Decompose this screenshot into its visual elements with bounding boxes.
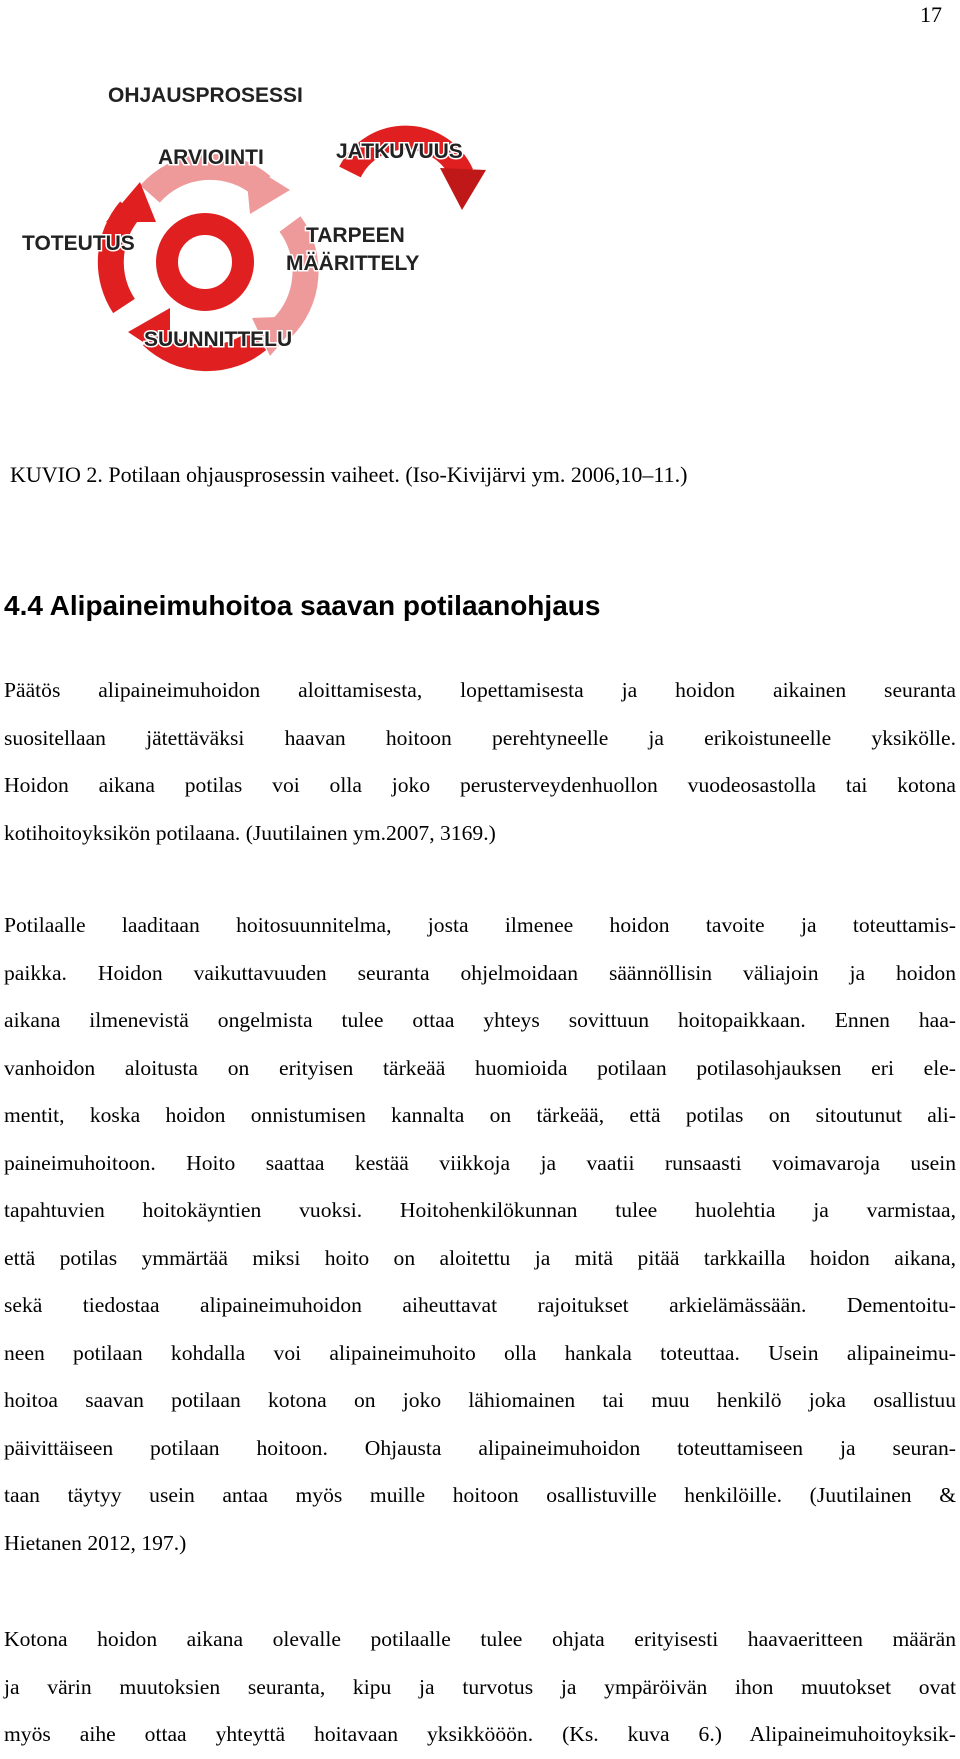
center-ring	[167, 224, 243, 300]
page-number: 17	[920, 2, 942, 27]
text-line: Hietanen 2012, 197.)	[4, 1530, 187, 1555]
figure-title: OHJAUSPROSESSI	[108, 84, 303, 107]
section-heading: 4.4 Alipaineimuhoitoa saavan potilaanohjaus	[4, 590, 601, 621]
text-line: Hoidon aikana potilas voi olla joko perusterveydenhuollon vuodeosastolla tai kotona	[4, 773, 956, 797]
text-line: taan täytyy usein antaa myös muille hoitoon osallistuville henkilöille. (Juutilainen &	[4, 1483, 956, 1507]
text-line: paineimuhoitoon. Hoito saattaa kestää viikkoja ja vaatii runsaasti voimavaroja usein	[4, 1150, 956, 1175]
label-jatkuvuus: JATKUVUUS	[336, 140, 463, 163]
text-line: päivittäiseen potilaan hoitoon. Ohjausta alipaineimuhoidon toteuttamiseen ja seuran-	[4, 1435, 956, 1460]
text-line: vanhoidon aloitusta on erityisen tärkeää huomioida potilaan potilasohjauksen eri ele-	[4, 1055, 956, 1080]
text-line: mentit, koska hoidon onnistumisen kannalta on tärkeää, että potilas on sitoutunut ali-	[4, 1103, 956, 1127]
text-line: Kotona hoidon aikana olevalle potilaalle tulee ohjata erityisesti haavaeritteen määrän	[4, 1627, 956, 1651]
text-line: että potilas ymmärtää miksi hoito on aloitettu ja mitä pitää tarkkailla hoidon aikana,	[4, 1245, 956, 1270]
label-suunnittelu: SUUNNITTELU	[144, 328, 293, 351]
label-maarittely: MÄÄRITTELY	[286, 252, 420, 275]
paragraph-1	[4, 667, 956, 857]
text-line: paikka. Hoidon vaikuttavuuden seuranta ohjelmoidaan säännöllisin väliajoin ja hoidon	[4, 960, 956, 985]
text-line: Päätös alipaineimuhoidon aloittamisesta, lopettamisesta ja hoidon aikainen seuranta	[4, 678, 956, 702]
paragraph-2	[4, 902, 956, 1567]
text-line: myös aihe ottaa yhteyttä hoitavaan yksikkööön. (Ks. kuva 6.) Alipaineimuhoitoyksik-	[4, 1722, 956, 1746]
text-line: sekä tiedostaa alipaineimuhoidon aiheuttavat rajoitukset arkielämässään. Dementoitu-	[4, 1293, 956, 1317]
ohjausprosessi-figure	[0, 82, 490, 402]
text-line: suositellaan jätettäväksi haavan hoitoon perehtyneelle ja erikoistuneelle yksikölle.	[4, 725, 956, 750]
text-line: kotihoitoyksikön potilaana. (Juutilainen ym.2007, 3169.)	[4, 820, 496, 845]
label-toteutus: TOTEUTUS	[22, 232, 135, 255]
label-arviointi: ARVIOINTI	[158, 146, 264, 169]
text-line: aikana ilmenevistä ongelmista tulee ottaa yhteys sovittuun hoitopaikkaan. Ennen haa-	[4, 1008, 956, 1032]
text-line: Potilaalle laaditaan hoitosuunnitelma, josta ilmenee hoidon tavoite ja toteuttamis-	[4, 913, 956, 937]
label-tarpeen: TARPEEN	[306, 224, 405, 247]
text-line: tapahtuvien hoitokäyntien vuoksi. Hoitohenkilökunnan tulee huolehtia ja varmistaa,	[4, 1198, 956, 1222]
paragraph-3	[4, 1616, 956, 1759]
text-line: ja värin muutoksien seuranta, kipu ja turvotus ja ympäröivän ihon muutokset ovat	[4, 1674, 956, 1699]
text-line: hoitoa saavan potilaan kotona on joko lähiomainen tai muu henkilö joka osallistuu	[4, 1388, 956, 1412]
text-line: neen potilaan kohdalla voi alipaineimuhoito olla hankala toteuttaa. Usein alipaineimu-	[4, 1340, 956, 1365]
figure-caption: KUVIO 2. Potilaan ohjausprosessin vaiheet. (Iso-Kivijärvi ym. 2006,10–11.)	[10, 462, 688, 487]
arviointi-arrow	[150, 162, 290, 214]
